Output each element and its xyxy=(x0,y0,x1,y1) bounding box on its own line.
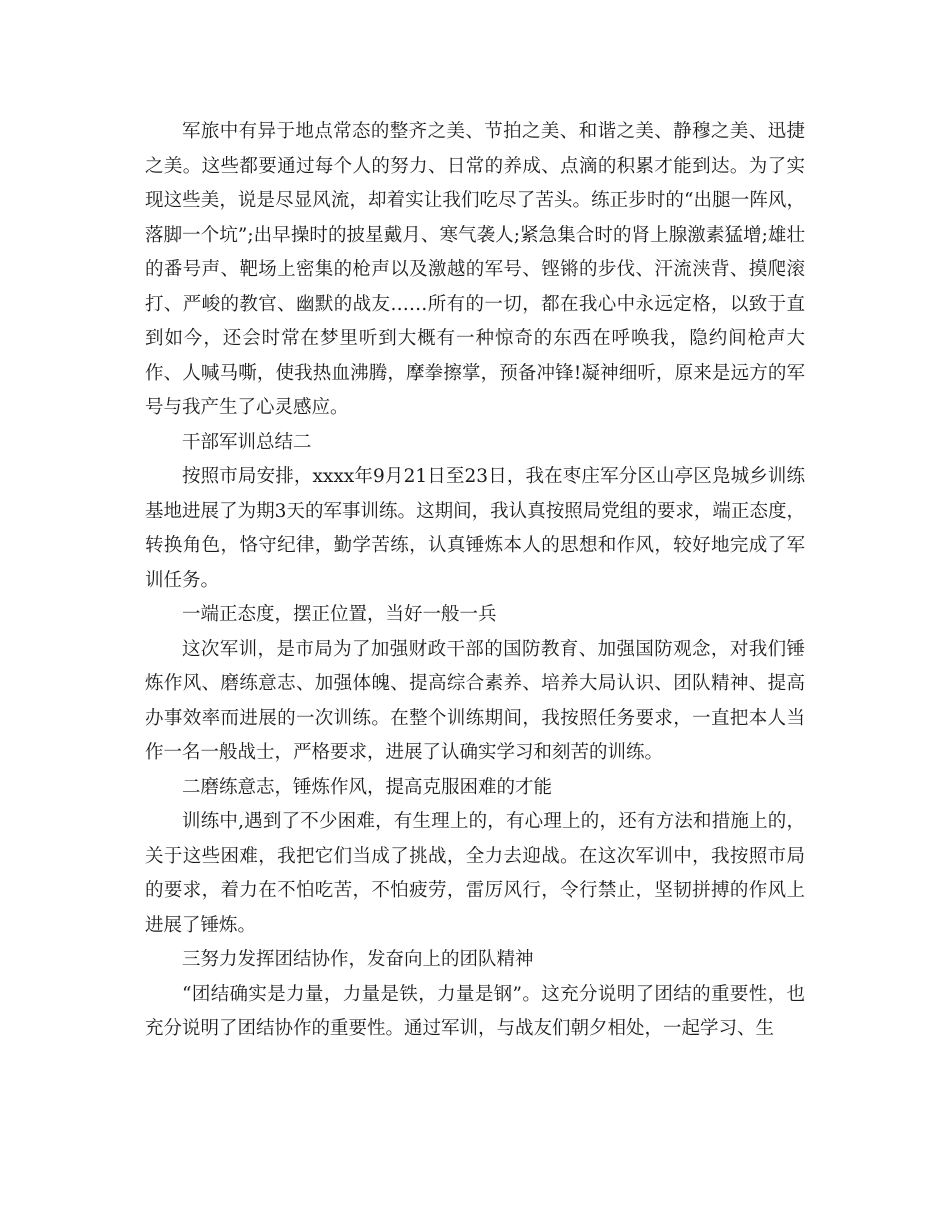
body-paragraph: 军旅中有异于地点常态的整齐之美、节拍之美、和谐之美、静穆之美、迅捷之美。这些都要通过每个人的努力、日常的养成、点滴的积累才能到达。为了实现这些美，说是尽显风流，却着实让我们吃尽了苦头。练正步时的“出腿一阵风，落脚一个坑”;出早操时的披星戴月、寒气袭人;紧急集合时的肾上腺激素猛增;雄壮的番号声、靶场上密集的枪声以及激越的军号、铿锵的步伐、汗流浃背、摸爬滚打、严峻的教官、幽默的战友……所有的一切，都在我心中永远定格，以致于直到如今，还会时常在梦里听到大概有一种惊奇的东西在呼唤我，隐约间枪声大作、人喊马嘶，使我热血沸腾，摩拳擦掌，预备冲锋!凝神细听，原来是远方的军号与我产生了心灵感应。 xyxy=(145,121,806,418)
section-heading: 一端正态度，摆正位置，当好一般一兵 xyxy=(182,604,497,625)
body-paragraph: 这次军训，是市局为了加强财政干部的国防教育、加强国防观念，对我们锤炼作风、磨练意志、加强体魄、提高综合素养、培养大局认识、团队精神、提高办事效率而进展的一次训练。在整个训练期间，我按照任务要求，一直把本人当作一名一般战士，严格要求，进展了认确实学习和刻苦的训练。 xyxy=(145,638,805,763)
body-paragraph: 按照市局安排，xxxx年9月21日至23日，我在枣庄军分区山亭区凫城乡训练基地进展了为期3天的军事训练。这期间，我认真按照局党组的要求，端正态度，转换角色，恪守纪律，勤学苦练，认真锤炼本人的思想和作风，较好地完成了军训任务。 xyxy=(145,466,805,591)
section-heading: 三努力发挥团结协作，发奋向上的团队精神 xyxy=(182,949,534,970)
body-paragraph: 训练中,遇到了不少困难，有生理上的，有心理上的，还有方法和措施上的，关于这些困难，我把它们当成了挑战，全力去迎战。在这次军训中，我按照市局的要求，着力在不怕吃苦，不怕疲劳，雷厉风行，令行禁止，坚韧拼搏的作风上进展了锤炼。 xyxy=(145,811,805,936)
document-body xyxy=(145,115,805,1047)
section-heading: 二磨练意志，锤炼作风，提高克服困难的才能 xyxy=(182,776,553,798)
body-paragraph: “团结确实是力量，力量是铁，力量是钢”。这充分说明了团结的重要性，也充分说明了团结协作的重要性。通过军训，与战友们朝夕相处，一起学习、生 xyxy=(145,983,805,1039)
section-heading: 干部军训总结二 xyxy=(182,431,312,453)
